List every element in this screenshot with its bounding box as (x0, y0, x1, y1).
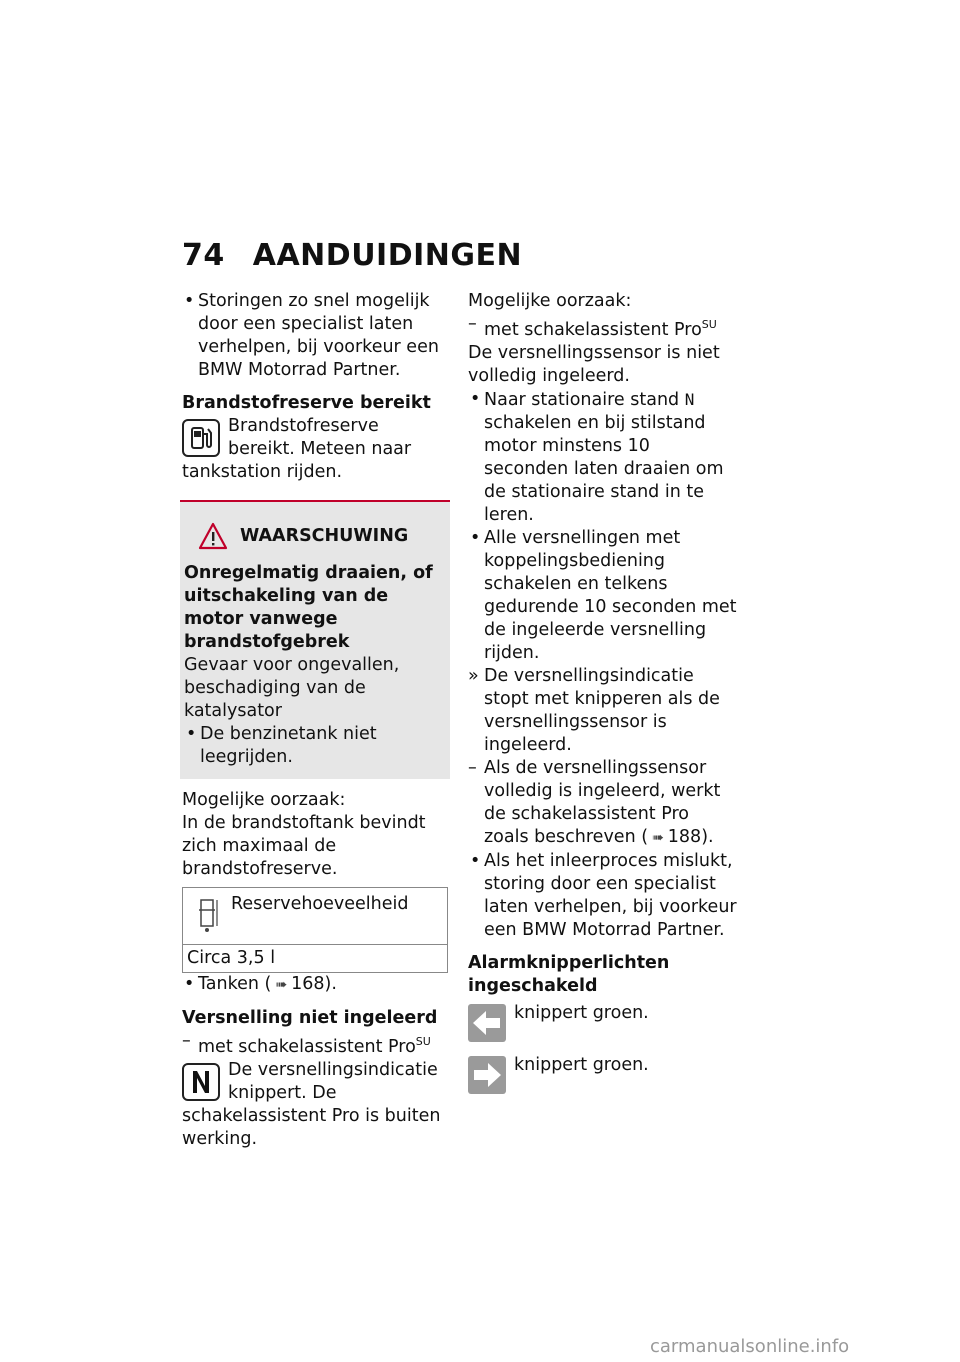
fuel-reserve-text: Brandstofreserve bereikt. Meteen naar tankstation rijden. (182, 416, 412, 482)
reserve-table (182, 887, 448, 973)
page-ref-arrow-icon: ➠ (275, 977, 288, 993)
stationaire-text-a: Naar stationaire stand (484, 389, 685, 410)
fuel-reserve-heading: Brandstofreserve bereikt (182, 393, 431, 413)
tanken-bullet (182, 973, 450, 997)
cause-text: In de brandstoftank bevindt zich maximaal de brandstofreserve. (182, 813, 426, 879)
gear-n-icon (182, 1063, 220, 1101)
reserve-table-label: Reservehoeveelheid (231, 894, 409, 914)
fuel-pump-icon (182, 419, 220, 457)
warning-text: Gevaar voor ongevallen, beschadiging van de katalysator (184, 655, 400, 721)
right-condition (468, 313, 738, 342)
section-title: AANDUIDINGEN (252, 238, 523, 273)
gear-heading: Versnelling niet ingeleerd (182, 1008, 438, 1028)
fuel-reserve-block (182, 415, 450, 484)
reserve-table-header (183, 888, 447, 945)
tanken-page-ref[interactable]: 168 (291, 974, 325, 994)
tanken-end: ). (324, 974, 337, 994)
right-condition-text: met schakelassistent Pro (484, 319, 702, 340)
right-blink-text: knippert groen. (514, 1054, 649, 1075)
page-number: 74 (182, 238, 225, 273)
left-column (182, 290, 450, 1151)
bullet-versnellingen: • Alle versnellingen met koppelingsbediening schakelen en telkens gedurende 10 seconden met de ingeleerde versnelling rijden. (468, 527, 738, 665)
page-title (182, 238, 522, 273)
right-cause-label: Mogelijke oorzaak: (468, 291, 632, 311)
reserve-table-value: Circa 3,5 l (187, 948, 276, 968)
page-ref-arrow-icon: ➠ (652, 829, 664, 846)
fuel-tank-level-icon (197, 896, 221, 934)
stationaire-text-b: schakelen en bij stilstand motor minstens 10 seconden laten draaien om de stationaire stand in te leren. (484, 412, 724, 525)
warning-triangle-icon (198, 522, 228, 550)
ingeleerd-text-a: Als de versnellingssensor volledig is ingeleerd, werkt de schakelassistent Pro zoals beschreven ( (484, 757, 721, 847)
warning-title: Onregelmatig draaien, of uitschakeling van de motor vanwege brandstofgebrek (184, 563, 433, 652)
hazard-heading: Alarmknipperlichten ingeschakeld (468, 952, 670, 996)
gear-condition (182, 1030, 450, 1059)
bullet-storingen: • Storingen zo snel mogelijk door een specialist laten verhelpen, bij voorkeur een BMW Motorrad Partner. (182, 290, 450, 382)
left-blink-block (468, 1002, 738, 1042)
neutral-symbol: N (684, 389, 695, 409)
bullet-stationaire (468, 388, 738, 527)
gear-text: De versnellingsindicatie knippert. De schakelassistent Pro is buiten werking. (182, 1059, 441, 1149)
result-indicatie: » De versnellingsindicatie stopt met knipperen als de versnellingssensor is ingeleerd. (468, 665, 738, 757)
watermark: carmanualsonline.info (650, 1336, 850, 1357)
gear-condition-sup: SU (415, 1035, 431, 1048)
gear-condition-text: met schakelassistent Pro (198, 1036, 416, 1057)
left-blink-text: knippert groen. (514, 1002, 649, 1023)
right-condition-sup: SU (701, 318, 717, 331)
dash-ingeleerd (468, 757, 738, 850)
warning-bullet: • De benzinetank niet leegrijden. (184, 723, 444, 769)
cause-label: Mogelijke oorzaak: (182, 790, 346, 810)
gear-block (182, 1059, 450, 1151)
ingeleerd-text-b: ). (701, 826, 714, 847)
right-arrow-icon (468, 1056, 506, 1094)
right-cause-text: De versnellingssensor is niet volledig ingeleerd. (468, 342, 720, 386)
right-column (468, 290, 738, 1094)
right-blink-block (468, 1054, 738, 1094)
warning-label: WAARSCHUWING (240, 525, 409, 546)
warning-header (198, 522, 444, 550)
left-arrow-icon (468, 1004, 506, 1042)
ingeleerd-page-ref[interactable]: 188 (667, 826, 702, 847)
warning-box (180, 500, 450, 779)
bullet-mislukt: • Als het inleerproces mislukt, storing door een specialist laten verhelpen, bij voorkeur een BMW Motorrad Partner. (468, 850, 738, 942)
tanken-text: Tanken ( (198, 974, 272, 994)
